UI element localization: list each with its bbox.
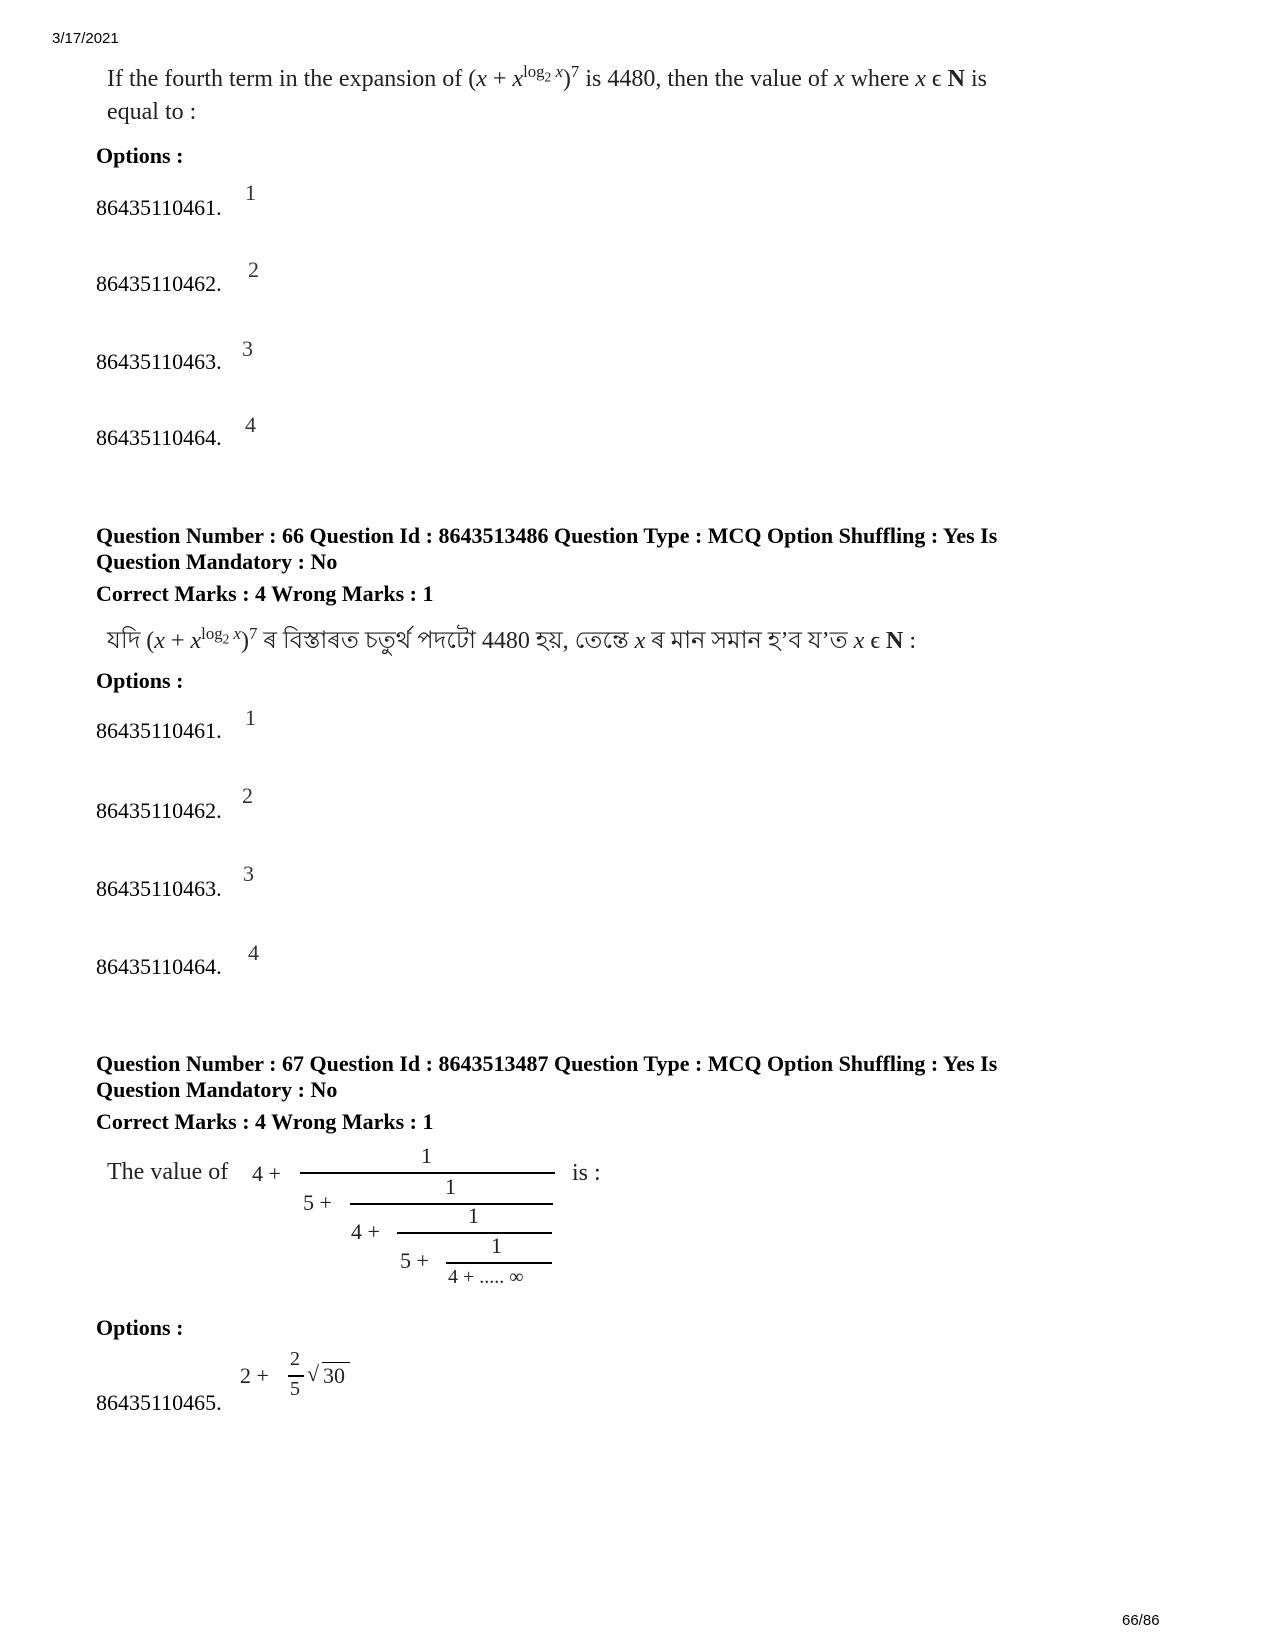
option-value: 4 [248,940,259,965]
cf-numerator-2: 1 [445,1174,456,1199]
question-65-text-line1 [107,62,987,93]
cf-tail: 4 + ..... ∞ [448,1266,524,1288]
opt-int: 2 + [240,1363,269,1388]
q65-log-base: 2 [544,69,552,85]
q66-log-arg: x [233,624,241,643]
option-id: 86435110465. [96,1390,222,1415]
option-id: 86435110461. [96,195,222,220]
fraction-bar [446,1262,552,1264]
cf-numerator-4: 1 [491,1233,502,1258]
fraction-bar [300,1172,555,1174]
fraction-bar [288,1375,304,1377]
question-66-marks: Correct Marks : 4 Wrong Marks : 1 [96,581,434,606]
q65-log: log [523,62,545,81]
cf-term-2: 5 + [303,1190,332,1215]
opt-den: 5 [290,1378,300,1400]
option-id: 86435110464. [96,954,222,979]
q65-log-arg: x [555,62,563,81]
options-label: Options : [96,143,184,168]
q66-set-n: N [886,628,904,654]
q65-var: x [833,66,845,92]
option-id: 86435110462. [96,271,222,296]
option-id: 86435110463. [96,876,222,901]
cf-suffix: is : [572,1160,601,1186]
q66-colon: : [903,628,917,654]
option-id: 86435110462. [96,798,222,823]
q65-var: x [476,66,487,92]
q65-text-b: is 4480, then the value of [579,66,834,92]
option-value: 3 [242,336,253,361]
page-number: 66/86 [1122,1612,1160,1629]
q65-power: 7 [570,62,580,81]
option-value: 2 [242,783,253,808]
option-value: 3 [243,861,254,886]
q66-text-b: ৰ বিস্তাৰত চতুৰ্থ পদটো 4480 হয়, তেন্তে [257,628,635,654]
cf-numerator-1: 1 [421,1143,432,1168]
options-label: Options : [96,1315,184,1340]
question-67-header-line1: Question Number : 67 Question Id : 8643513487 Question Type : MCQ Option Shuffling : Yes Is [96,1051,998,1076]
question-66-header-line1: Question Number : 66 Question Id : 8643513486 Question Type : MCQ Option Shuffling : Yes Is [96,523,998,548]
q66-text-a: যদি ( [107,628,155,654]
q66-log: log [201,624,223,643]
question-66-header-line2: Question Mandatory : No [96,549,338,574]
option-id: 86435110463. [96,349,222,374]
cf-term-1: 4 + [252,1161,281,1186]
q66-power: 7 [248,624,258,643]
fraction-bar [397,1232,552,1234]
q65-is: is [964,66,987,92]
opt-num: 2 [290,1348,300,1370]
q65-set-n: N [947,66,965,92]
options-label: Options : [96,668,184,693]
option-value: 4 [245,412,256,437]
option-value: 1 [245,180,256,205]
q66-in-symbol: ϵ [864,628,887,654]
print-date: 3/17/2021 [52,30,119,47]
cf-numerator-3: 1 [468,1203,479,1228]
q65-var: x [512,66,524,92]
q65-where: where [844,66,916,92]
option-value: 1 [245,705,256,730]
q66-var: x [190,628,202,654]
q66-plus: + [164,628,191,654]
fraction-bar [350,1203,553,1205]
cf-term-3: 4 + [351,1219,380,1244]
q66-var: x [634,628,646,654]
q66-var: x [154,628,165,654]
question-67-marks: Correct Marks : 4 Wrong Marks : 1 [96,1109,434,1134]
cf-term-4: 5 + [400,1248,429,1273]
opt-radicand: 30 [323,1363,345,1388]
q65-in-symbol: ϵ [925,66,948,92]
option-id: 86435110464. [96,425,222,450]
q66-close: ) [240,628,249,654]
q66-log-base: 2 [222,631,230,647]
question-66-text [107,622,916,662]
option-value: 2 [248,257,259,282]
q66-text-c: ৰ মান সমান হ’ব য’ত [645,628,854,654]
q65-var: x [915,66,926,92]
option-id: 86435110461. [96,718,222,743]
q65-text-a: If the fourth term in the expansion of ( [107,66,477,92]
radical-icon: √ [307,1361,320,1386]
q65-plus: + [486,66,513,92]
question-67-header-line2: Question Mandatory : No [96,1077,338,1102]
q65-close: ) [562,66,571,92]
q66-var: x [853,628,865,654]
cf-prefix: The value of [107,1159,229,1185]
question-65-text-line2: equal to : [107,99,197,125]
